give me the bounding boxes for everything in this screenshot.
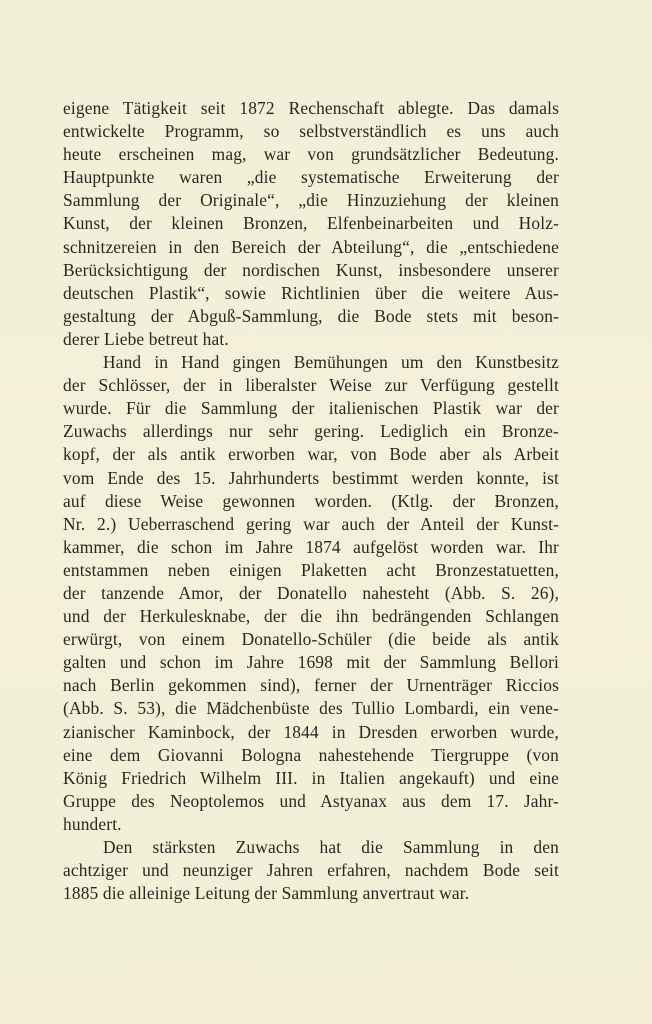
text-line: Hand in Hand gingen Bemühungen um den Kunstbesitz bbox=[103, 352, 559, 373]
text-line: wurde. Für die Sammlung der italienischen Plastik war der bbox=[63, 398, 559, 419]
text-line: heute erscheinen mag, war von grundsätzlicher Bedeutung. bbox=[63, 144, 559, 165]
text-line: Kunst, der kleinen Bronzen, Elfenbeinarbeiten und Holz- bbox=[63, 213, 559, 234]
text-line: Gruppe des Neoptolemos und Astyanax aus dem 17. Jahr- bbox=[63, 790, 559, 811]
text-line: hundert. bbox=[63, 813, 122, 834]
body-text bbox=[63, 97, 559, 905]
text-line: entwickelte Programm, so selbstverständlich es uns auch bbox=[63, 121, 559, 142]
text-line: schnitzereien in den Bereich der Abteilung“, die „entschiedene bbox=[63, 236, 559, 257]
text-line: Zuwachs allerdings nur sehr gering. Lediglich ein Bronze- bbox=[63, 421, 559, 442]
text-line: erwürgt, von einem Donatello-Schüler (die beide als antik bbox=[63, 629, 559, 650]
text-line: gestaltung der Abguß-Sammlung, die Bode stets mit beson- bbox=[63, 305, 559, 326]
text-line: achtziger und neunziger Jahren erfahren, nachdem Bode seit bbox=[63, 860, 559, 881]
text-line: derer Liebe betreut hat. bbox=[63, 328, 229, 349]
text-line: auf diese Weise gewonnen worden. (Ktlg. der Bronzen, bbox=[63, 490, 559, 511]
text-line: eine dem Giovanni Bologna nahestehende Tiergruppe (von bbox=[63, 744, 559, 765]
text-line: Nr. 2.) Ueberraschend gering war auch der Anteil der Kunst- bbox=[63, 513, 559, 534]
text-line: Sammlung der Originale“, „die Hinzuziehung der kleinen bbox=[63, 190, 559, 211]
text-line: 1885 die alleinige Leitung der Sammlung anvertraut war. bbox=[63, 883, 470, 904]
text-line: der Schlösser, der in liberalster Weise zur Verfügung gestellt bbox=[63, 375, 559, 396]
text-line: vom Ende des 15. Jahrhunderts bestimmt werden konnte, ist bbox=[63, 467, 559, 488]
text-line: der tanzende Amor, der Donatello nahesteht (Abb. S. 26), bbox=[63, 582, 559, 603]
text-line: Berücksichtigung der nordischen Kunst, insbesondere unserer bbox=[63, 259, 559, 280]
text-line: und der Herkulesknabe, der die ihn bedrängenden Schlangen bbox=[63, 606, 559, 627]
text-line: eigene Tätigkeit seit 1872 Rechenschaft ablegte. Das damals bbox=[63, 98, 559, 118]
text-line: nach Berlin gekommen sind), ferner der Urnenträger Riccios bbox=[63, 675, 559, 696]
text-line: kammer, die schon im Jahre 1874 aufgelöst worden war. Ihr bbox=[63, 536, 559, 557]
text-line: Hauptpunkte waren „die systematische Erweiterung der bbox=[63, 167, 559, 188]
text-line: deutschen Plastik“, sowie Richtlinien über die weitere Aus- bbox=[63, 282, 559, 303]
text-line: zianischer Kaminbock, der 1844 in Dresden erworben wurde, bbox=[63, 721, 559, 742]
text-line: entstammen neben einigen Plaketten acht Bronzestatuetten, bbox=[63, 559, 559, 580]
text-line: kopf, der als antik erworben war, von Bode aber als Arbeit bbox=[63, 444, 559, 465]
text-line: (Abb. S. 53), die Mädchenbüste des Tullio Lombardi, ein vene- bbox=[63, 698, 559, 719]
text-line: galten und schon im Jahre 1698 mit der Sammlung Bellori bbox=[63, 652, 559, 673]
text-line: Den stärksten Zuwachs hat die Sammlung in den bbox=[103, 837, 559, 857]
text-line: König Friedrich Wilhelm III. in Italien angekauft) und eine bbox=[63, 767, 559, 788]
